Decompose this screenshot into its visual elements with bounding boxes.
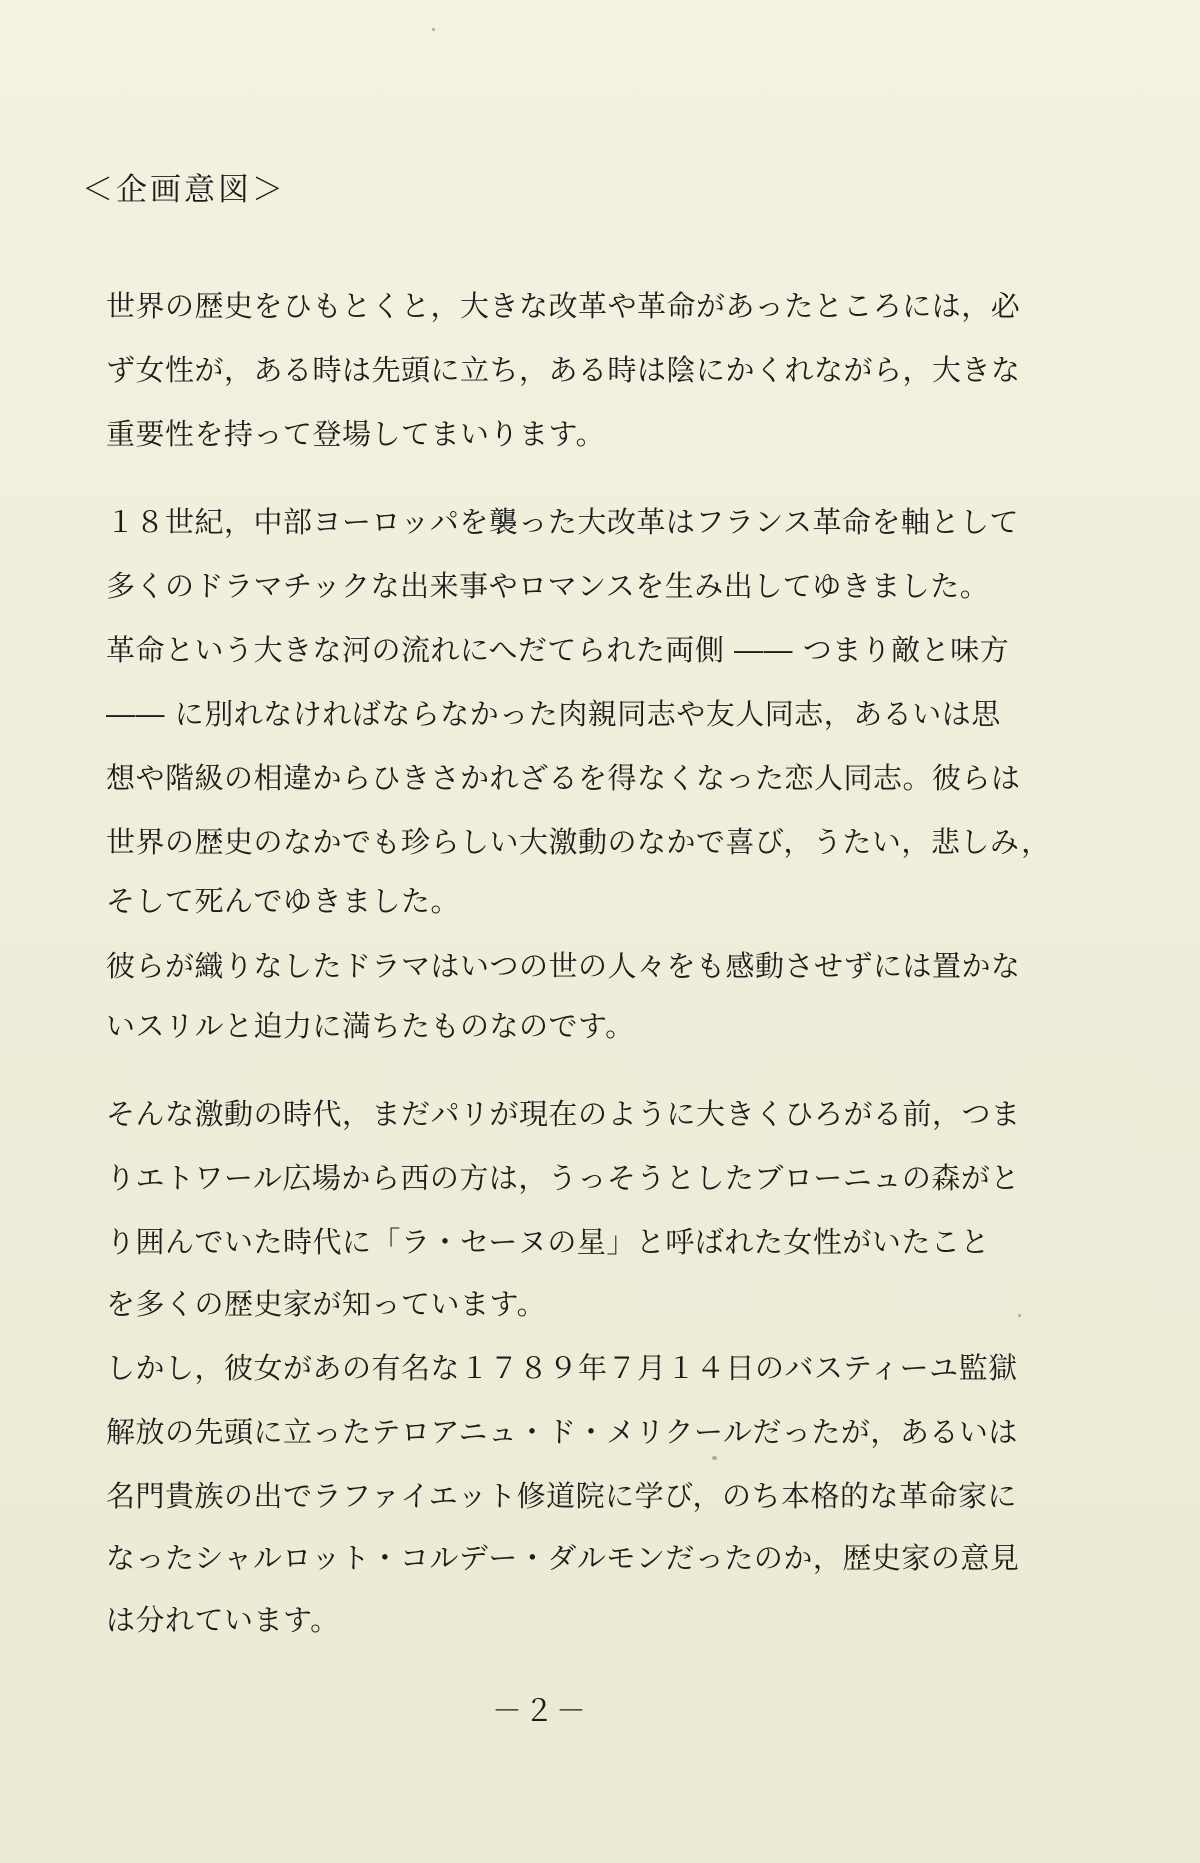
body-line: そして死んでゆきました。 <box>106 884 461 918</box>
paper-speck <box>712 1456 717 1460</box>
paper-speck <box>1018 1314 1021 1317</box>
body-line: １８世紀，中部ヨーロッパを襲った大改革はフランス革命を軸として <box>106 505 1020 539</box>
body-line: いスリルと迫力に満ちたものなのです。 <box>106 1009 635 1043</box>
body-line: は分れています。 <box>106 1603 340 1637</box>
paper-speck <box>432 28 435 31</box>
body-line: り囲んでいた時代に「ラ・セーヌの星」と呼ばれた女性がいたこと <box>106 1225 990 1259</box>
body-line: 世界の歴史をひもとくと，大きな改革や革命があったところには，必 <box>106 289 1021 323</box>
body-line: 名門貴族の出でラファイエット修道院に学び，のち本格的な革命家に <box>106 1479 1018 1513</box>
body-line: 革命という大きな河の流れにへだてられた両側 ―― つまり敵と味方 <box>106 633 1010 667</box>
body-line: を多くの歴史家が知っています。 <box>106 1287 547 1321</box>
body-line: ず女性が，ある時は先頭に立ち，ある時は陰にかくれながら，大きな <box>106 353 1021 387</box>
body-line: 想や階級の相違からひきさかれざるを得なくなった恋人同志。彼らは <box>106 761 1021 795</box>
body-line: なったシャルロット・コルデー・ダルモンだったのか，歴史家の意見 <box>106 1541 1020 1575</box>
body-line: しかし，彼女があの有名な１７８９年７月１４日のバスティーユ監獄 <box>106 1351 1018 1385</box>
body-line: 重要性を持って登場してまいります。 <box>106 417 606 451</box>
body-line: 解放の先頭に立ったテロアニュ・ド・メリクールだったが，あるいは <box>106 1415 1018 1449</box>
body-line: そんな激動の時代，まだパリが現在のように大きくひろがる前，つま <box>106 1097 1021 1131</box>
section-heading: ＜企画意図＞ <box>82 172 286 208</box>
body-line: 世界の歴史のなかでも珍らしい大激動のなかで喜び，うたい，悲しみ， <box>106 825 1051 859</box>
body-line: りエトワール広場から西の方は，うっそうとしたブローニュの森がと <box>106 1161 1020 1195</box>
body-line: 多くのドラマチックな出来事やロマンスを生み出してゆきました。 <box>106 569 990 603</box>
body-line: ―― に別れなければならなかった肉親同志や友人同志，あるいは思 <box>106 697 1001 731</box>
body-line: 彼らが織りなしたドラマはいつの世の人々をも感動させずには置かな <box>106 949 1021 983</box>
page-number: －２－ <box>492 1694 588 1729</box>
